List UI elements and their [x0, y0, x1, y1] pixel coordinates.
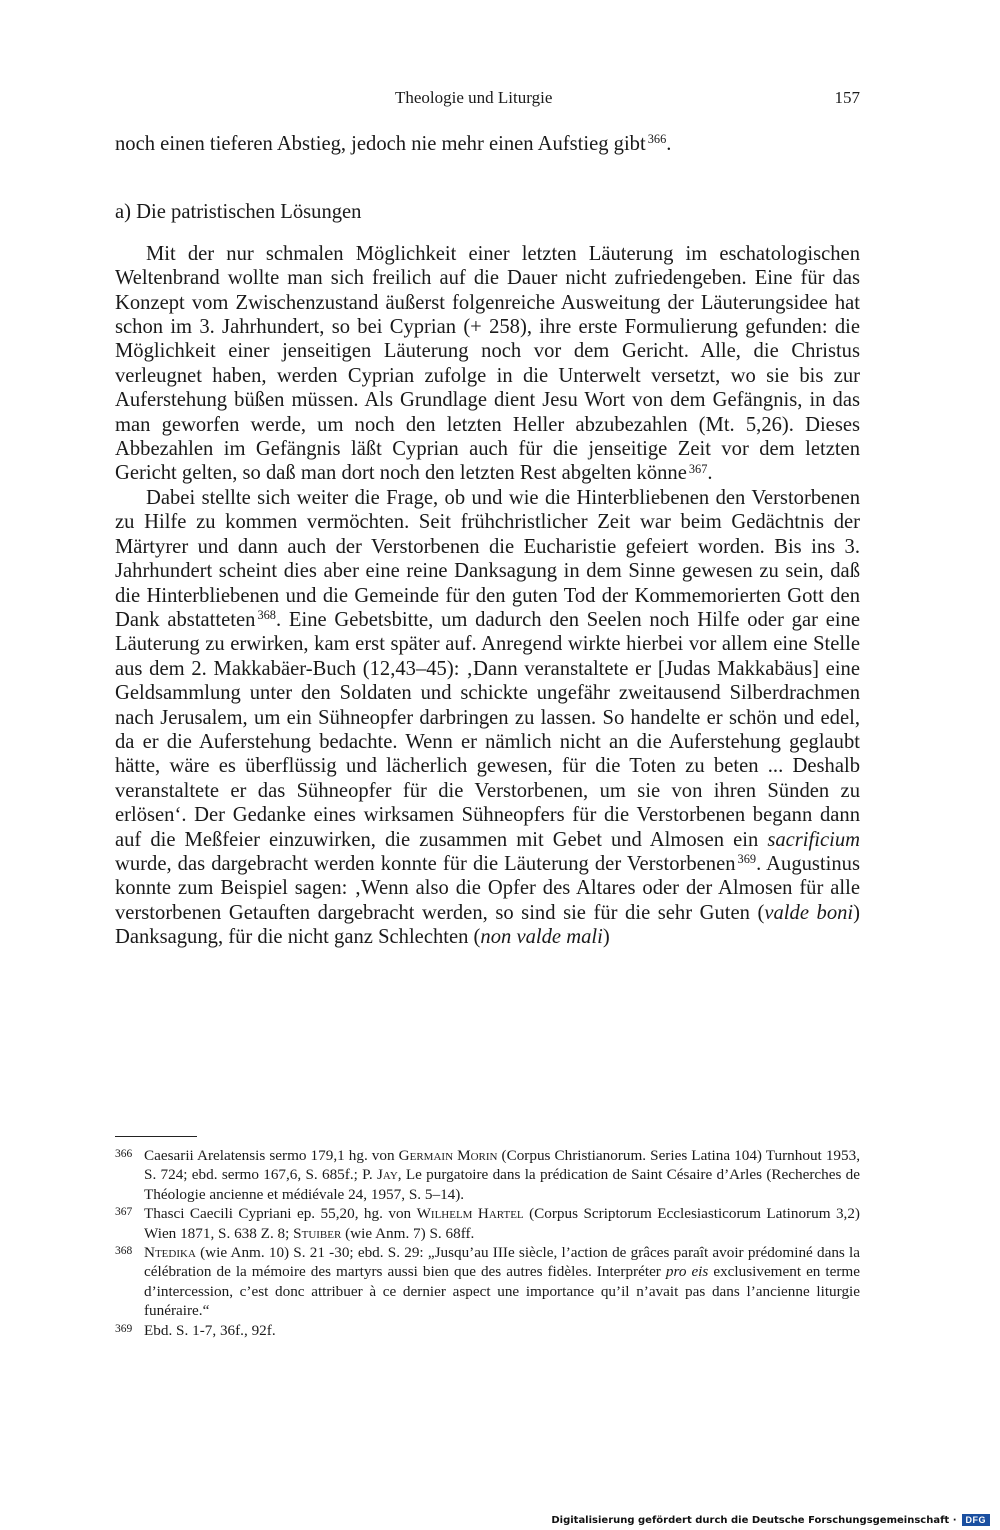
dfg-logo: DFG [962, 1514, 991, 1526]
footnote-number: 366 [115, 1148, 133, 1160]
paragraph-hinterbliebenen: Dabei stellte sich weiter die Frage, ob und wie die Hinterbliebenen den Verstorbenen zu Hilfe zu kommen vermöchten. Seit frühchristlicher Zeit war beim Gedächtnis der Märtyrer und dann auch der Verstorbenen die Eucharistie gefeiert worden. Bis ins 3. Jahrhundert scheint dies aber eine reine Danksagung in dem Sinne gewesen zu sein, daß die Hinterbliebenen und die Gemeinde für den guten Tod der Kommemorierten Gott den Dank abstatteten $^{368}$. Eine Gebetsbitte, um dadurch den Seelen noch Hilfe oder gar eine Läuterung zu erwirken, kam erst später auf. Anregend wirkte hierbei vor allem eine Stelle aus dem 2. Makkabäer-Buch (12,43–45): ‚Dann veranstaltete er [Judas Makkabäus] eine Geldsammlung unter den Soldaten und schickte ungefähr zweitausend Silberdrachmen nach Jerusalem, um ein Sühneopfer darbringen zu lassen. So handelte er schön und edel, da er die Auferstehung bedachte. Wenn er nämlich nicht an die Auferstehung geglaubt hätte, wäre es überflüssig und lächerlich gewesen, für die Toten zu beten ... Deshalb veranstaltete er das Sühneopfer für die Verstorbenen, um sie von ihren Sünden zu erlösen‘. Der Gedanke eines wirksamen Sühneopfers für die Verstorbenen begann dann auf die Meßfeier einzuwirken, die zusammen mit Gebet und Almosen ein sacrificium wurde, das dargebracht werden konnte für die Läuterung der Verstorbenen $^{369}$. Augustinus konnte zum Beispiel sagen: ‚Wenn also die Opfer des Altares oder der Almosen für alle verstorbenen Getauften dargebracht werden, so sind sie für die sehr Guten (valde boni) Danksagung, für die nicht ganz Schlechten (non valde mali) [115, 486, 861, 949]
author-name: Stuiber [293, 1224, 342, 1242]
author-name: Germain Morin [398, 1147, 498, 1164]
main-text [115, 132, 860, 950]
footnotes [115, 1146, 860, 1340]
credit-text: Digitalisierung gefördert durch die Deutsche Forschungsgemeinschaft · [551, 1514, 957, 1526]
digitization-credit [551, 1514, 990, 1526]
page-number: 157 [834, 88, 860, 107]
footnote-divider [115, 1136, 197, 1137]
footnote-369: 369 Ebd. S. 1-7, 36f., 92f. [115, 1321, 276, 1339]
italic-term: pro eis [665, 1263, 709, 1281]
section-heading: a) Die patristischen Lösungen [115, 201, 362, 224]
footnote-ref-369[interactable]: 369 [737, 852, 757, 867]
footnote-368: 368 Ntedika (wie Anm. 10) S. 21 -30; ebd. S. 29: „Jusqu’au IIIe siècle, l’action de grâces paraît avoir prédominé dans la célébration de la mémoire des martyrs aussi bien que des autres fidèles. Interpréter pro eis exclusivement en terme d’intercession, c’est donc attribuer à ce dernier aspect une importance qu’il n’avait pas dans l’ancienne liturgie funéraire.“ [115, 1244, 860, 1320]
page-header [115, 88, 860, 112]
footnote-ref-367[interactable]: 367 [688, 461, 708, 476]
paragraph-cyprian: Mit der nur schmalen Möglichkeit einer letzten Läuterung im eschatologischen Weltenbrand wollte man sich freilich auf die Dauer nicht zufriedengeben. Eine für das Konzept vom Zwischenzustand äußerst folgenreiche Ausweitung der Läuterungsidee hat schon im 3. Jahrhundert, so bei Cyprian (+ 258), ihre erste Formulierung gefunden: die Möglichkeit einer jenseitigen Läuterung noch vor dem Gericht. Alle, die Christus verleugnet haben, werden Cyprian zufolge in die Unterwelt versetzt, wo sie bis zur Auferstehung büßen müssen. Als Grundlage dient Jesu Wort von dem Gefängnis, in das man geworfen werde, um noch den letzten Heller abzubezahlen (Mt. 5,26). Dieses Abbezahlen im Gefängnis läßt Cyprian auch für die jenseitige Zeit vor dem letzten Gericht gelten, so daß man dort noch den letzten Rest abgelten könne $^{367}$. [115, 242, 860, 485]
author-name: Wilhelm Hartel [416, 1205, 524, 1223]
author-name: Jay [376, 1166, 398, 1184]
footnote-number: 368 [115, 1245, 133, 1258]
footnote-367: 367 Thasci Caecili Cypriani ep. 55,20, hg. von Wilhelm Hartel (Corpus Scriptorum Ecclesiasticorum Latinorum 3,2) Wien 1871, S. 638 Z. 8; Stuiber (wie Anm. 7) S. 68ff. [115, 1205, 860, 1242]
author-name: Ntedika [144, 1244, 196, 1262]
footnote-ref-366[interactable]: 366 [647, 132, 667, 147]
footnote-number: 367 [115, 1206, 133, 1219]
footnote-number: 369 [115, 1322, 133, 1335]
footnote-366: 366 Caesarii Arelatensis sermo 179,1 hg. von Germain Morin (Corpus Christianorum. Series Latina 104) Turnhout 1953, S. 724; ebd. sermo 167,6, S. 685f.; P. Jay, Le purgatoire dans la prédication de Saint Césaire d’Arles (Recherches de Théologie ancienne et médiévale 24, 1957, S. 5–14). [115, 1147, 860, 1203]
italic-term: sacrificium [767, 828, 860, 851]
paragraph-continuation: noch einen tieferen Abstieg, jedoch nie mehr einen Aufstieg gibt $^{366}$. [115, 132, 672, 155]
running-head: Theologie und Liturgie [395, 88, 553, 107]
italic-term: non valde mali [480, 926, 603, 949]
italic-term: valde boni [764, 901, 854, 924]
footnote-ref-368[interactable]: 368 [257, 608, 276, 623]
